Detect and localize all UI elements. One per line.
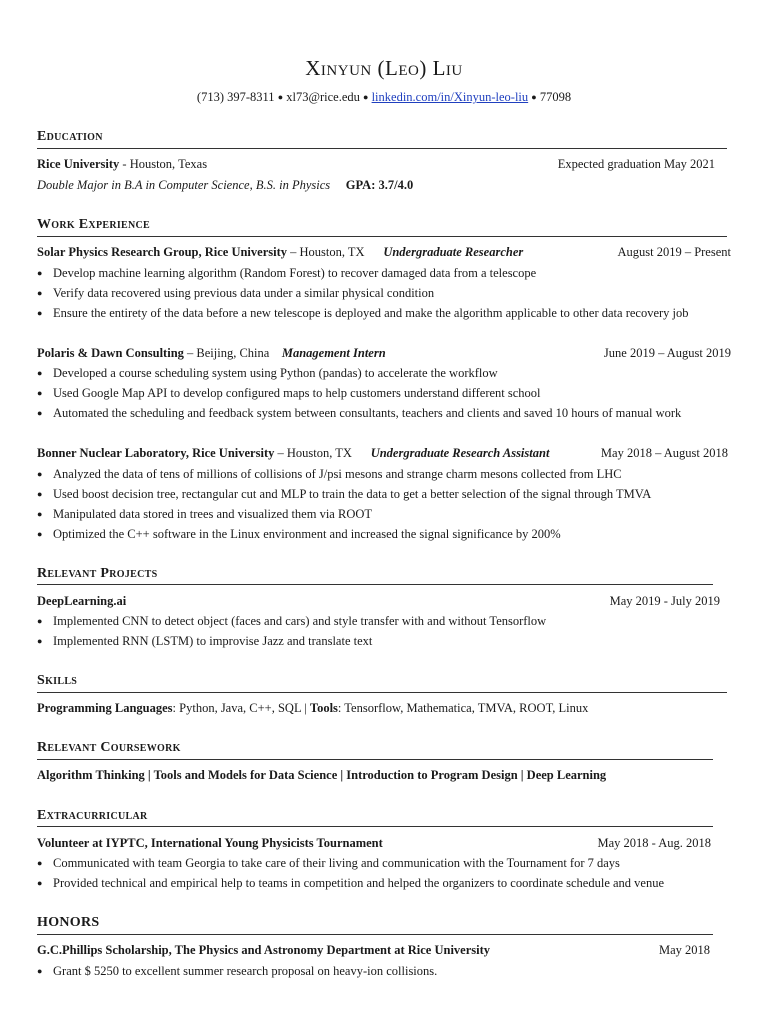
section-title-honors: HONORS: [37, 915, 100, 930]
project-name: DeepLearning.ai: [37, 594, 127, 608]
section-title-work: Work Experience: [37, 217, 151, 232]
list-item: ● Communicated with team Georgia to take care of their living and communication with the Tournament for 7 days: [37, 856, 620, 870]
bullet-icon: ●: [37, 529, 43, 539]
school-location: - Houston, Texas: [119, 157, 208, 171]
coursework-row: [37, 768, 727, 783]
section-divider: [37, 692, 727, 693]
list-item: ● Ensure the entirety of the data before a new telescope is deployed and make the algorithm applicable to other data recovery job: [37, 306, 689, 320]
bullet-icon: ●: [37, 469, 43, 479]
list-item: ● Provided technical and empirical help to teams in competition and helped the organizers to coordinate schedule and venue: [37, 876, 665, 890]
zip-code: 77098: [539, 90, 572, 104]
bullet-icon: ●: [37, 368, 43, 378]
job-org: Solar Physics Research Group, Rice University: [37, 245, 287, 259]
email[interactable]: xl73@rice.edu: [286, 90, 360, 104]
separator-icon: ●: [531, 92, 537, 102]
job-org: Polaris & Dawn Consulting: [37, 346, 184, 360]
list-item: ● Manipulated data stored in trees and visualized them via ROOT: [37, 507, 373, 521]
job-role: Management Intern: [281, 346, 386, 360]
list-item: ● Implemented RNN (LSTM) to improvise Jazz and translate text: [37, 634, 373, 648]
job-location: – Beijing, China: [183, 346, 270, 360]
bullet-icon: ●: [37, 858, 43, 868]
job-role: Undergraduate Research Assistant: [370, 446, 550, 460]
list-item: ● Analyzed the data of tens of millions of collisions of J/psi mesons and strange charm mesons collected from LHC: [37, 467, 622, 481]
honors-dates: May 2018: [658, 943, 710, 957]
list-item: ● Verify data recovered using previous data under a similar physical condition: [37, 286, 435, 300]
bullet-icon: ●: [37, 509, 43, 519]
honors-name: G.C.Phillips Scholarship, The Physics and Astronomy Department at Rice University: [37, 943, 491, 957]
bullet-icon: ●: [37, 388, 43, 398]
section-divider: [37, 934, 713, 935]
list-item: ● Automated the scheduling and feedback system between consultants, teachers and clients and saved 10 hours of manual work: [37, 406, 682, 420]
linkedin-link[interactable]: linkedin.com/in/Xinyun-leo-liu: [371, 90, 529, 104]
bullet-icon: ●: [37, 616, 43, 626]
skills-row: [37, 701, 727, 716]
honors-header: [37, 943, 727, 958]
separator-icon: ●: [277, 92, 284, 102]
section-divider: [37, 584, 713, 585]
skills-languages: : Python, Java, C++, SQL |: [172, 701, 310, 715]
bullet-icon: ●: [37, 268, 43, 278]
list-item: ● Used Google Map API to develop configured maps to help customers understand different school: [37, 386, 541, 400]
job-role: Undergraduate Researcher: [383, 245, 524, 259]
bullet-icon: ●: [37, 288, 43, 298]
list-item: ● Grant $ 5250 to excellent summer research proposal on heavy-ion collisions.: [37, 964, 438, 978]
bullet-icon: ●: [37, 966, 43, 976]
skills-tools-label: Tools: [309, 701, 338, 715]
bullet-icon: ●: [37, 489, 43, 499]
section-divider: [37, 148, 727, 149]
job-org: Bonner Nuclear Laboratory, Rice University: [37, 446, 275, 460]
graduation-date: Expected graduation May 2021: [557, 157, 715, 171]
extracurricular-dates: May 2018 - Aug. 2018: [597, 836, 711, 850]
contact-line: [0, 90, 768, 105]
list-item: ● Used boost decision tree, rectangular cut and MLP to train the data to get a better selection of the signal through TMVA: [37, 487, 652, 501]
job-dates: June 2019 – August 2019: [603, 346, 731, 360]
list-item: ● Optimized the C++ software in the Linux environment and increased the signal significance by 200%: [37, 527, 561, 541]
list-item: ● Developed a course scheduling system using Python (pandas) to accelerate the workflow: [37, 366, 498, 380]
project-dates: May 2019 - July 2019: [609, 594, 720, 608]
section-divider: [37, 759, 713, 760]
job-dates: August 2019 – Present: [617, 245, 731, 259]
skills-languages-label: Programming Languages: [37, 701, 173, 715]
job-dates: May 2018 – August 2018: [600, 446, 728, 460]
bullet-icon: ●: [37, 636, 43, 646]
job-location: – Houston, TX: [287, 245, 365, 259]
phone: (713) 397-8311: [196, 90, 275, 104]
section-title-education: Education: [37, 129, 103, 144]
section-title-skills: Skills: [37, 673, 78, 688]
skills-tools: : Tensorflow, Mathematica, TMVA, ROOT, Linux: [337, 701, 589, 715]
bullet-icon: ●: [37, 408, 43, 418]
coursework-list: Algorithm Thinking | Tools and Models for Data Science | Introduction to Program Design | Deep Learning: [37, 768, 607, 782]
candidate-name: Xinyun (Leo) Liu: [305, 56, 463, 80]
job-location: – Houston, TX: [274, 446, 352, 460]
list-item: ● Develop machine learning algorithm (Random Forest) to recover damaged data from a telescope: [37, 266, 537, 280]
list-item: ● Implemented CNN to detect object (faces and cars) and style transfer with and without Tensorflow: [37, 614, 547, 628]
education-degree-row: [37, 178, 727, 193]
section-divider: [37, 236, 727, 237]
degree: Double Major in B.A in Computer Science, B.S. in Physics: [37, 178, 331, 192]
bullet-icon: ●: [37, 308, 43, 318]
gpa: GPA: 3.7/4.0: [345, 178, 414, 192]
bullet-icon: ●: [37, 878, 43, 888]
section-title-extracurricular: Extracurricular: [37, 808, 148, 823]
school-name: Rice University: [37, 157, 120, 171]
section-divider: [37, 826, 713, 827]
section-title-coursework: Relevant Coursework: [37, 740, 181, 755]
extracurricular-name: Volunteer at IYPTC, International Young Physicists Tournament: [37, 836, 383, 850]
separator-icon: ●: [363, 92, 369, 102]
section-title-projects: Relevant Projects: [37, 566, 158, 581]
